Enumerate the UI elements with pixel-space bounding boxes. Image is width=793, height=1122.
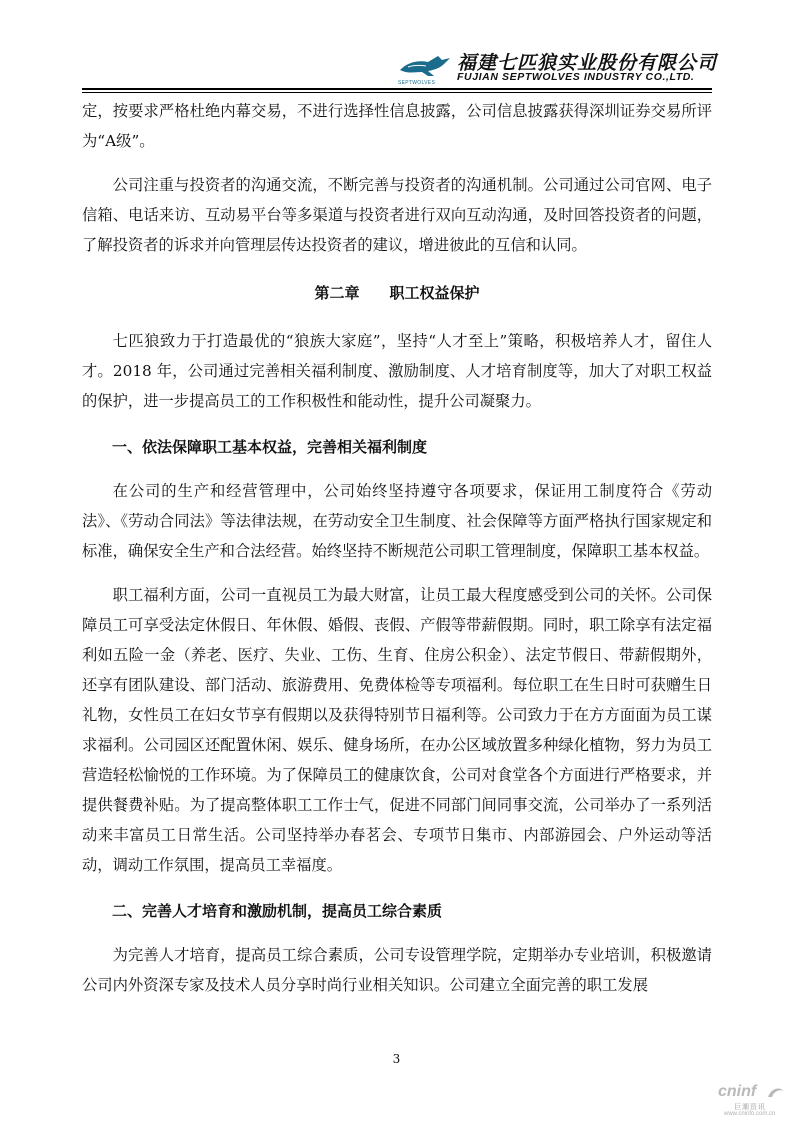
section-heading: 二、完善人才培育和激励机制，提高员工综合素质 — [112, 902, 443, 920]
paragraph: 职工福利方面，公司一直视员工为最大财富，让员工最大程度感受到公司的关怀。公司保障员工可享受法定休假日、年休假、婚假、丧假、产假等带薪假期。同时，职工除享有法定福利如五险一金（养老、医疗、失业、工伤、生育、住房公积金）、法定节假日、带薪假期外，还享有团队建设、部门活动、旅游费用、免费体检等专项福利。每位职工在生日时可获赠生日礼物，女性员工在妇女节享有假期以及获得特别节日福利等。公司致力于在方方面面为员工谋求福利。公司园区还配置休闲、娱乐、健身场所，在办公区域放置多种绿化植物，努力为员工营造轻松愉悦的工作环境。为了保障员工的健康饮食，公司对食堂各个方面进行严格要求，并提供餐费补贴。为了提高整体职工工作士气，促进不同部门间同事交流，公司举办了一系列活动来丰富员工日常生活。公司坚持举办春茗会、专项节日集市、内部游园会、户外运动等活动，调动工作氛围，提高员工幸福度。 — [82, 586, 712, 874]
page-number: 3 — [392, 1052, 401, 1066]
paragraph: 定，按要求严格杜绝内幕交易，不进行选择性信息披露，公司信息披露获得深圳证券交易所评为“A级”。 — [82, 102, 712, 150]
page-header — [0, 0, 793, 88]
watermark-subtitle: 巨潮资讯 — [734, 1103, 766, 1111]
chapter-heading — [82, 278, 712, 308]
wolf-logo-icon — [398, 50, 454, 84]
paragraph: 公司注重与投资者的沟通交流，不断完善与投资者的沟通机制。公司通过公司官网、电子信箱、电话来访、互动易平台等多渠道与投资者进行双向互动沟通，及时回答投资者的问题，了解投资者的诉求并向管理层传达投资者的建议，增进彼此的互信和认同。 — [82, 176, 712, 254]
watermark-url: www.cninfo.com.cn — [724, 1111, 776, 1117]
watermark-text: cninf — [718, 1083, 757, 1100]
cninfo-watermark — [718, 1083, 788, 1119]
chapter-number: 第二章 — [314, 284, 360, 302]
paragraph: 为完善人才培育，提高员工综合素质，公司专设管理学院，定期举办专业培训，积极邀请公司内外资深专家及技术人员分享时尚行业相关知识。公司建立全面完善的职工发展 — [82, 946, 712, 994]
logo-caption: SEPTWOLVES — [398, 80, 436, 86]
company-name-en: FUJIAN SEPTWOLVES INDUSTRY CO.,LTD. — [457, 71, 695, 83]
paragraph: 在公司的生产和经营管理中，公司始终坚持遵守各项要求，保证用工制度符合《劳动法》、《劳动合同法》等法律法规，在劳动安全卫生制度、社会保障等方面严格执行国家规定和标准，确保安全生产和合法经营。始终坚持不断规范公司职工管理制度，保障职工基本权益。 — [82, 482, 712, 560]
header-rule-thin — [82, 92, 712, 93]
swirl-icon — [766, 1085, 786, 1101]
paragraph: 七匹狼致力于打造最优的“狼族大家庭”，坚持“人才至上”策略，积极培养人才，留住人才。2018 年，公司通过完善相关福利制度、激励制度、人才培育制度等，加大了对职工权益的保护，进一步提高员工的工作积极性和能动性，提升公司凝聚力。 — [82, 332, 712, 410]
header-rule-thick — [82, 88, 712, 90]
company-name-cn: 福建七匹狼实业股份有限公司 — [457, 52, 718, 74]
chapter-title: 职工权益保护 — [389, 284, 480, 302]
document-body — [82, 96, 712, 1000]
section-heading: 一、依法保障职工基本权益，完善相关福利制度 — [112, 438, 428, 456]
